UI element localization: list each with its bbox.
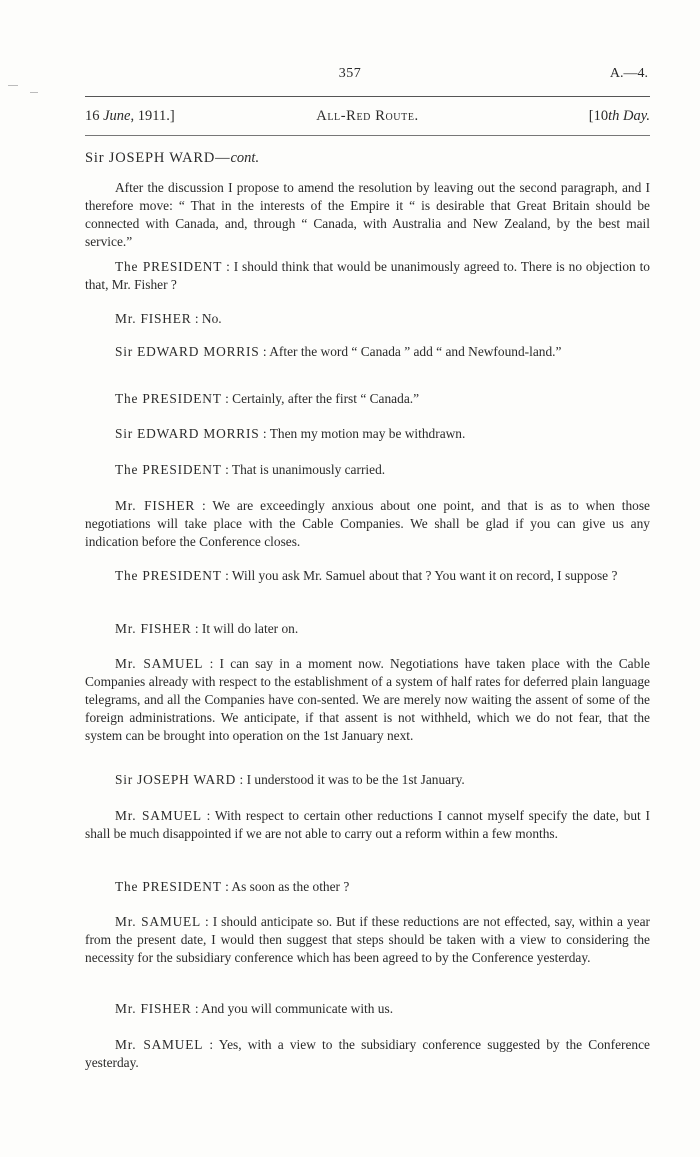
document-reference: A.—4. [609,66,648,81]
paragraph [85,878,650,896]
paragraph [85,1036,650,1072]
paragraph [85,567,650,585]
speaker-name: Mr. FISHER [115,311,192,326]
paragraph [85,461,650,479]
speaker-name: The PRESIDENT [115,568,222,583]
header-rule-bottom [85,135,650,136]
speaker-name: The PRESIDENT [115,879,222,894]
paragraph-text: After the discussion I propose to amend the resolution by leaving out the second paragraph, and I therefore move: “ That in the interests of the Empire it “ is desirable that Great Britain should be connected with Canada, and, through “ Canada, with Australia and New Zealand, by the best mail service.” [85,180,650,249]
scan-margin-mark [30,92,38,93]
speaker-name: Mr. FISHER [115,1001,192,1016]
date-month: June [103,108,131,124]
paragraph-text: : No. [194,311,222,326]
speaker-name: Sir EDWARD MORRIS [115,344,260,359]
paragraph-text: : Certainly, after the first “ Canada.” [225,391,420,406]
speaker-name: The PRESIDENT [115,391,222,406]
paragraph [85,655,650,745]
header-rule-top [85,96,650,97]
paragraph [85,807,650,843]
speaker-name: The PRESIDENT [115,259,223,274]
speaker-name: Mr. SAMUEL [115,914,202,929]
paragraph [85,425,650,443]
paragraph [85,258,650,294]
speaker-name: Mr. SAMUEL [115,1037,204,1052]
section-continued: cont. [230,150,260,166]
date-year: , 1911.] [130,108,175,124]
paragraph [85,179,650,251]
paragraph-text: : I understood it was to be the 1st January. [239,772,465,787]
page-number: 357 [338,66,362,81]
paragraph-text: : I should anticipate so. But if these reductions are not effected, say, within a year from the present date, I would then suggest that steps should be taken with a view to considering the necessity for the subsidiary conference which has been agreed to by the Conference yesterday. [85,914,651,965]
paragraph-text: : I should think that would be unanimously agreed to. There is no objection to that, Mr. Fisher ? [85,259,650,292]
paragraph-text: : And you will communicate with us. [194,1001,394,1016]
day-open: [10 [588,108,609,124]
paragraph [85,343,650,361]
paragraph-text: : After the word “ Canada ” add “ and Newfound-land.” [262,344,562,359]
paragraph-text: : It will do later on. [194,621,299,636]
paragraph [85,310,650,328]
day-word: Day. [619,108,650,124]
speaker-name: Sir JOSEPH WARD [115,772,237,787]
speaker-name: Mr. SAMUEL [115,808,202,823]
section-speaker: Sir JOSEPH WARD— [85,150,231,166]
paragraph [85,497,650,551]
paragraph [85,913,650,967]
day-suffix: th [608,108,620,124]
paragraph-text: : I can say in a moment now. Negotiations have taken place with the Cable Companies already with respect to the establishment of a system of half rates for deferred plain language telegrams, and all the Companies have con-sented. We are merely now waiting the assent of some of the foreign administrations. We anticipate, if that assent is not withheld, which we do not fear, that the system can be brought into operation on the 1st January next. [85,656,650,743]
paragraph [85,771,650,789]
paragraph-text: : We are exceedingly anxious about one point, and that is as to when those negotiations will take place with the Cable Companies. We shall be glad if you can give us any indication before the Conference closes. [85,498,650,549]
speaker-name: Mr. FISHER [115,621,192,636]
header-title: All-Red Route. [316,108,419,124]
paragraph [85,1000,650,1018]
section-speaker-heading [85,150,259,167]
paragraph [85,390,650,408]
speaker-name: Sir EDWARD MORRIS [115,426,260,441]
paragraph-text: : That is unanimously carried. [225,462,386,477]
paragraph-text: : With respect to certain other reductions I cannot myself specify the date, but I shall be much disappointed if we are not able to carry out a reform within a few months. [85,808,651,841]
speaker-name: Mr. SAMUEL [115,656,204,671]
paragraph-text: : As soon as the other ? [225,879,350,894]
speaker-name: Mr. FISHER [115,498,196,513]
date-day: 16 [85,108,104,124]
speaker-name: The PRESIDENT [115,462,222,477]
paragraph-text: : Will you ask Mr. Samuel about that ? You want it on record, I suppose ? [225,568,618,583]
paragraph-text: : Yes, with a view to the subsidiary conference suggested by the Conference yesterday. [85,1037,650,1070]
scan-margin-mark [8,85,18,86]
paragraph [85,620,650,638]
header-day [589,108,650,125]
paragraph-text: : Then my motion may be withdrawn. [262,426,466,441]
